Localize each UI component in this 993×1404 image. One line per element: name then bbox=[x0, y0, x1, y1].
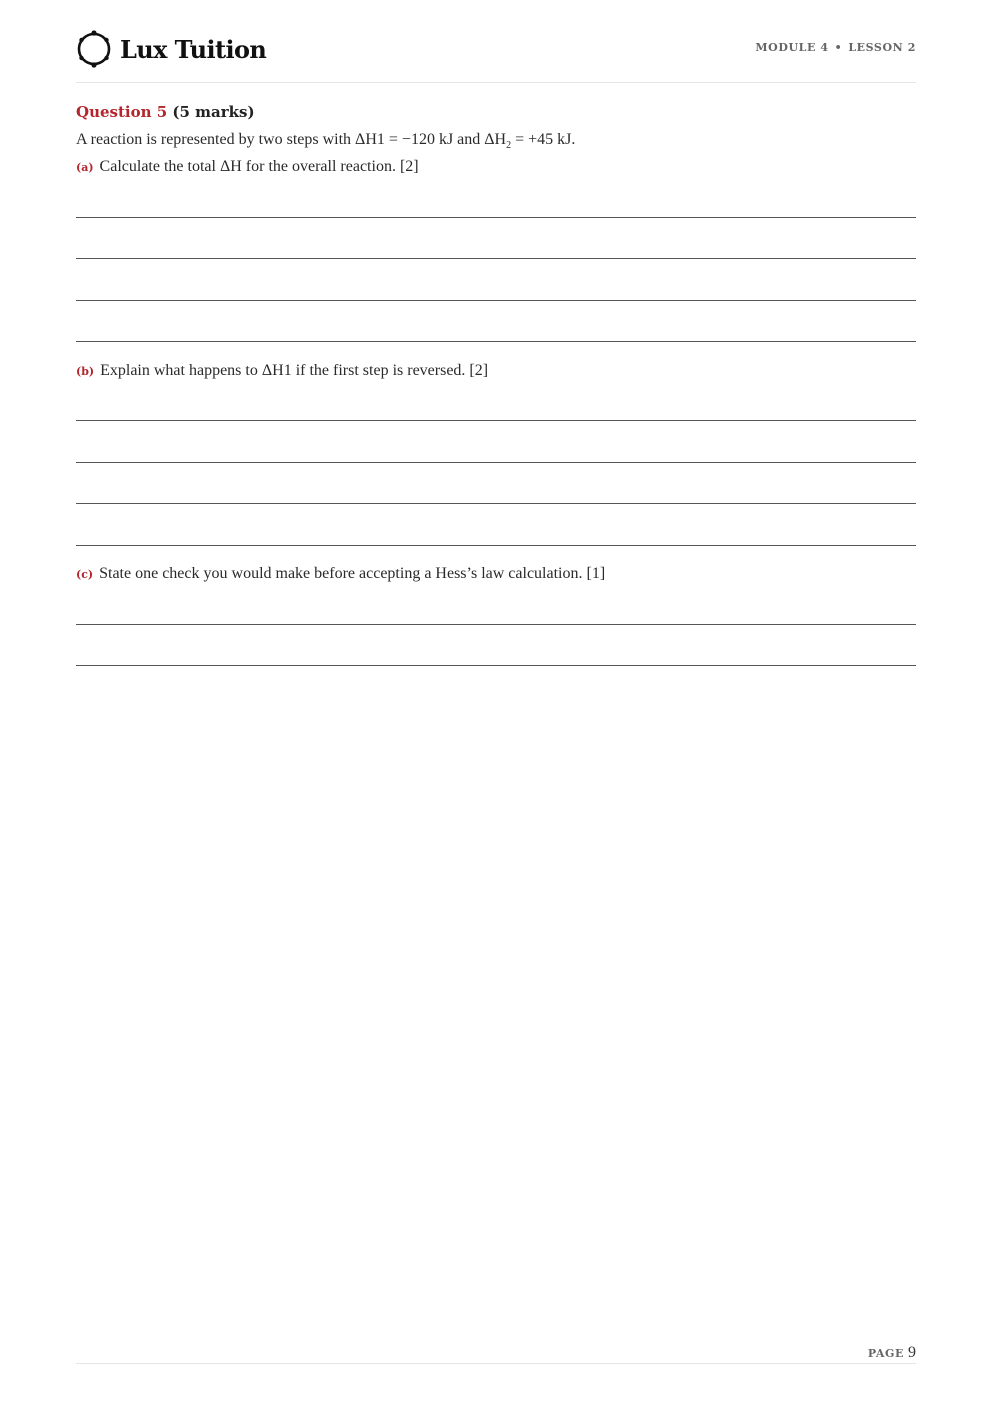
part-text: Calculate the total ΔH for the overall reaction. [2] bbox=[99, 158, 419, 175]
part-b bbox=[76, 362, 488, 380]
question-title bbox=[76, 103, 255, 121]
part-text: State one check you would make before accepting a Hess’s law calculation. [1] bbox=[99, 565, 606, 582]
question-marks: (5 marks) bbox=[172, 103, 255, 121]
lesson-label: LESSON 2 bbox=[848, 41, 916, 54]
brand-name: Lux Tuition bbox=[120, 34, 267, 64]
part-c bbox=[76, 565, 605, 583]
compass-ring-icon bbox=[76, 28, 112, 70]
answer-line[interactable] bbox=[76, 665, 916, 666]
answer-line[interactable] bbox=[76, 300, 916, 301]
question-stem bbox=[76, 131, 575, 151]
module-label: MODULE 4 bbox=[755, 41, 829, 54]
stem-text: A reaction is represented by two steps with ΔH1 = −120 kJ and ΔH bbox=[76, 131, 507, 148]
module-lesson-label bbox=[755, 41, 916, 54]
part-text: Explain what happens to ΔH1 if the first step is reversed. [2] bbox=[100, 362, 489, 379]
answer-line[interactable] bbox=[76, 217, 916, 218]
answer-line[interactable] bbox=[76, 258, 916, 259]
answer-line[interactable] bbox=[76, 545, 916, 546]
part-a bbox=[76, 158, 419, 176]
answer-line[interactable] bbox=[76, 624, 916, 625]
meta-separator: • bbox=[834, 41, 843, 54]
page-word: PAGE bbox=[867, 1347, 904, 1360]
stem-subscript: 2 bbox=[506, 140, 512, 152]
answer-line[interactable] bbox=[76, 341, 916, 342]
part-label: (c) bbox=[76, 568, 94, 581]
part-label: (a) bbox=[76, 161, 94, 174]
answer-line[interactable] bbox=[76, 503, 916, 504]
page-header bbox=[76, 28, 916, 83]
answer-line[interactable] bbox=[76, 420, 916, 421]
page-number-value: 9 bbox=[908, 1344, 916, 1361]
part-label: (b) bbox=[76, 365, 95, 378]
stem-text-end: = +45 kJ. bbox=[511, 131, 576, 148]
brand bbox=[76, 28, 266, 70]
answer-line[interactable] bbox=[76, 462, 916, 463]
page-footer-divider bbox=[76, 1363, 916, 1364]
question-label: Question 5 bbox=[76, 103, 168, 121]
page-number bbox=[868, 1344, 916, 1362]
